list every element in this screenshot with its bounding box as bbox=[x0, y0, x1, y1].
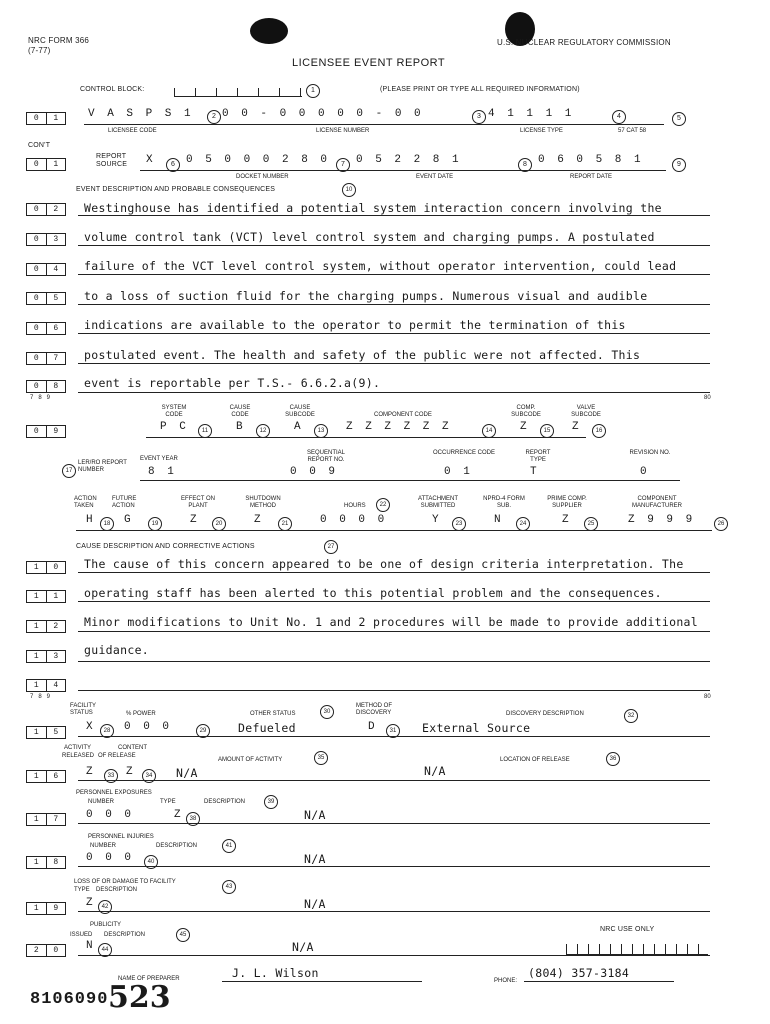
field-marker-icon: 27 bbox=[324, 540, 338, 554]
personnel-exposures-label: PERSONNEL EXPOSURES bbox=[76, 790, 152, 796]
activity-label: ACTIVITY bbox=[64, 745, 92, 751]
handwritten-number: 523 bbox=[108, 980, 171, 1015]
revision-label: REVISION NO. bbox=[629, 450, 671, 456]
action-taken-field[interactable]: H bbox=[86, 514, 96, 526]
field-marker-icon: 8 bbox=[518, 158, 532, 172]
system-code-label: SYSTEM CODE bbox=[161, 405, 187, 418]
cause-code-label: CAUSE CODE bbox=[229, 405, 251, 418]
field-marker-icon: 26 bbox=[714, 517, 728, 531]
line-number: 1 2 bbox=[26, 620, 66, 633]
field-marker-icon: 29 bbox=[196, 724, 210, 738]
line-number: 0 9 bbox=[26, 425, 66, 438]
ink-blot bbox=[250, 18, 288, 44]
line-number: 0 7 bbox=[26, 352, 66, 365]
of-release-label: OF RELEASE bbox=[98, 753, 136, 759]
report-source-label: REPORT SOURCE bbox=[96, 153, 128, 168]
continued-label: CON'T bbox=[28, 142, 51, 149]
method-label: METHOD OF DISCOVERY bbox=[356, 703, 392, 716]
future-action-label: FUTURE ACTION bbox=[112, 496, 137, 509]
line-number: 0 8 bbox=[26, 380, 66, 393]
cause-description-line: The cause of this concern appeared to be one of design criteria interpretation. The bbox=[84, 557, 684, 571]
exposure-description-label: DESCRIPTION bbox=[204, 799, 246, 805]
valve-subcode-label: VALVE SUBCODE bbox=[571, 405, 601, 418]
shutdown-field[interactable]: Z bbox=[254, 514, 264, 526]
line-number: 1 9 bbox=[26, 902, 66, 915]
power-label: % POWER bbox=[126, 711, 156, 717]
field-marker-icon: 3 bbox=[472, 110, 486, 124]
control-block-field[interactable] bbox=[174, 80, 302, 97]
report-type-label: REPORT TYPE bbox=[525, 450, 551, 463]
exposure-number-field[interactable]: 0 0 0 bbox=[86, 809, 135, 821]
shutdown-label: SHUTDOWN METHOD bbox=[245, 496, 281, 509]
field-marker-icon: 12 bbox=[256, 424, 270, 438]
license-type-label: LICENSE TYPE bbox=[520, 128, 563, 134]
released-label: RELEASED bbox=[62, 753, 95, 759]
field-marker-icon: 1 bbox=[306, 84, 320, 98]
licensee-code-field[interactable]: V A S P S 1 bbox=[88, 108, 194, 120]
report-source-field[interactable]: X bbox=[146, 154, 156, 166]
field-marker-icon: 31 bbox=[386, 724, 400, 738]
field-marker-icon: 36 bbox=[606, 752, 620, 766]
preparer-name-label: NAME OF PREPARER bbox=[118, 976, 180, 982]
nprd-label: NPRD-4 FORM SUB. bbox=[483, 496, 525, 509]
effect-field[interactable]: Z bbox=[190, 514, 200, 526]
exposure-number-label: NUMBER bbox=[88, 799, 115, 805]
form-number: NRC FORM 366 bbox=[28, 36, 90, 45]
field-marker-icon: 16 bbox=[592, 424, 606, 438]
cause-description-line: operating staff has been alerted to this potential problem and the consequences. bbox=[84, 586, 662, 600]
event-description-line: indications are available to the operator to permit the termination of this bbox=[84, 318, 626, 332]
injury-description-field[interactable]: N/A bbox=[304, 852, 326, 866]
field-marker-icon: 24 bbox=[516, 517, 530, 531]
line-number: 1 6 bbox=[26, 770, 66, 783]
revision-field[interactable]: 0 bbox=[640, 466, 650, 478]
field-marker-icon: 43 bbox=[222, 880, 236, 894]
license-type-field[interactable]: 4 1 1 1 1 bbox=[488, 108, 575, 120]
line-number: 1 5 bbox=[26, 726, 66, 739]
sequential-label: SEQUENTIAL REPORT NO. bbox=[306, 450, 345, 463]
instructions-text: (PLEASE PRINT OR TYPE ALL REQUIRED INFORMATION) bbox=[380, 86, 580, 93]
field-marker-icon: 2 bbox=[207, 110, 221, 124]
field-marker-icon: 23 bbox=[452, 517, 466, 531]
event-description-line: postulated event. The health and safety of the public were not affected. This bbox=[84, 348, 641, 362]
field-marker-icon: 45 bbox=[176, 928, 190, 942]
phone-field[interactable]: (804) 357-3184 bbox=[528, 966, 630, 980]
exposure-description-field[interactable]: N/A bbox=[304, 808, 326, 822]
content-field[interactable]: Z bbox=[126, 766, 136, 778]
field-marker-icon: 6 bbox=[166, 158, 180, 172]
facility-status-field[interactable]: X bbox=[86, 721, 96, 733]
docket-number-field[interactable]: 0 5 0 0 0 2 8 0 bbox=[186, 154, 331, 166]
line-number: 0 4 bbox=[26, 263, 66, 276]
future-action-field[interactable]: G bbox=[124, 514, 134, 526]
preparer-name-field[interactable]: J. L. Wilson bbox=[232, 966, 319, 980]
nprd-field[interactable]: N bbox=[494, 514, 504, 526]
form-revision: (7-77) bbox=[28, 46, 51, 55]
line-number: 0 1 bbox=[26, 112, 66, 125]
field-marker-icon: 19 bbox=[148, 517, 162, 531]
cause-description-line: Minor modifications to Unit No. 1 and 2 procedures will be made to provide additional bbox=[84, 615, 699, 629]
comp-subcode-label: COMP. SUBCODE bbox=[511, 405, 541, 418]
line-number: 0 6 bbox=[26, 322, 66, 335]
field-marker-icon: 28 bbox=[100, 724, 114, 738]
loss-label: LOSS OF OR DAMAGE TO FACILITY bbox=[74, 879, 176, 885]
other-status-label: OTHER STATUS bbox=[250, 711, 296, 717]
document-stamp: 8106090 bbox=[30, 990, 109, 1009]
event-year-field[interactable]: 8 1 bbox=[148, 466, 177, 478]
cause-code-field[interactable]: B bbox=[236, 421, 246, 433]
location-field[interactable]: N/A bbox=[424, 764, 446, 778]
amount-field[interactable]: N/A bbox=[176, 766, 198, 780]
injury-number-field[interactable]: 0 0 0 bbox=[86, 852, 135, 864]
loss-type-label: TYPE bbox=[74, 887, 90, 893]
agency-name: U.S. NUCLEAR REGULATORY COMMISSION bbox=[497, 38, 671, 47]
power-field[interactable]: 0 0 0 bbox=[124, 721, 173, 733]
publicity-description-field[interactable]: N/A bbox=[292, 940, 314, 954]
valve-subcode-field[interactable]: Z bbox=[572, 421, 582, 433]
comp-subcode-field[interactable]: Z bbox=[520, 421, 530, 433]
hours-field[interactable]: 0 0 0 0 bbox=[320, 514, 388, 526]
injury-description-label: DESCRIPTION bbox=[156, 843, 198, 849]
hours-label: HOURS bbox=[344, 503, 366, 509]
field-marker-icon: 14 bbox=[482, 424, 496, 438]
field-marker-icon: 40 bbox=[144, 855, 158, 869]
license-number-field[interactable]: 0 0 - 0 0 0 0 0 - 0 0 bbox=[222, 108, 424, 120]
field-marker-icon: 33 bbox=[104, 769, 118, 783]
issued-field[interactable]: N bbox=[86, 940, 96, 952]
publicity-description-label: DESCRIPTION bbox=[104, 932, 146, 938]
line-number: 2 0 bbox=[26, 944, 66, 957]
event-description-line: event is reportable per T.S.- 6.6.2.a(9). bbox=[84, 376, 381, 390]
sequential-field[interactable]: 0 0 9 bbox=[290, 466, 339, 478]
prime-label: PRIME COMP. SUPPLIER bbox=[547, 496, 587, 509]
line-number: 0 2 bbox=[26, 203, 66, 216]
event-description-line: volume control tank (VCT) level control system and charging pumps. A postulated bbox=[84, 230, 655, 244]
report-date-label: REPORT DATE bbox=[570, 174, 613, 180]
licensee-code-label: LICENSEE CODE bbox=[108, 128, 157, 134]
field-marker-icon: 20 bbox=[212, 517, 226, 531]
attachment-field[interactable]: Y bbox=[432, 514, 442, 526]
other-status-field[interactable]: Defueled bbox=[238, 721, 296, 735]
event-description-line: failure of the VCT level control system, without operator intervention, could lead bbox=[84, 259, 677, 273]
component-code-field[interactable]: Z Z Z Z Z Z bbox=[346, 421, 452, 433]
method-field[interactable]: D bbox=[368, 721, 378, 733]
report-date-field[interactable]: 0 6 0 5 8 1 bbox=[538, 154, 644, 166]
cause-subcode-label: CAUSE SUBCODE bbox=[285, 405, 315, 418]
action-taken-label: ACTION TAKEN bbox=[74, 496, 97, 509]
nrc-use-field[interactable] bbox=[566, 944, 708, 955]
field-marker-icon: 41 bbox=[222, 839, 236, 853]
event-date-label: EVENT DATE bbox=[416, 174, 454, 180]
field-marker-icon: 38 bbox=[186, 812, 200, 826]
prime-field[interactable]: Z bbox=[562, 514, 572, 526]
field-marker-icon: 42 bbox=[98, 900, 112, 914]
cat-label: 57 CAT 58 bbox=[618, 128, 647, 134]
publicity-label: PUBLICITY bbox=[90, 922, 122, 928]
manufacturer-field[interactable]: Z 9 9 9 bbox=[628, 514, 696, 526]
phone-label: PHONE: bbox=[494, 978, 518, 984]
line-number: 1 0 bbox=[26, 561, 66, 574]
injury-number-label: NUMBER bbox=[90, 843, 117, 849]
occurrence-field[interactable]: 0 1 bbox=[444, 466, 473, 478]
nrc-use-label: NRC USE ONLY bbox=[600, 926, 655, 933]
field-marker-icon: 5 bbox=[672, 112, 686, 126]
field-marker-icon: 17 bbox=[62, 464, 76, 478]
report-type-field[interactable]: T bbox=[530, 466, 540, 478]
occurrence-label: OCCURRENCE CODE bbox=[432, 450, 495, 456]
field-marker-icon: 22 bbox=[376, 498, 390, 512]
released-field[interactable]: Z bbox=[86, 766, 96, 778]
event-description-label: EVENT DESCRIPTION AND PROBABLE CONSEQUENCES bbox=[76, 186, 276, 193]
line-number: 1 7 bbox=[26, 813, 66, 826]
field-marker-icon: 9 bbox=[672, 158, 686, 172]
amount-label: AMOUNT OF ACTIVITY bbox=[218, 757, 283, 763]
manufacturer-label: COMPONENT MANUFACTURER bbox=[631, 496, 682, 509]
line-number: 1 3 bbox=[26, 650, 66, 663]
field-marker-icon: 21 bbox=[278, 517, 292, 531]
field-marker-icon: 4 bbox=[612, 110, 626, 124]
event-date-field[interactable]: 0 5 2 2 8 1 bbox=[356, 154, 462, 166]
field-marker-icon: 13 bbox=[314, 424, 328, 438]
ler-label: LER/RO REPORT NUMBER bbox=[78, 460, 127, 473]
field-marker-icon: 34 bbox=[142, 769, 156, 783]
component-code-label: COMPONENT CODE bbox=[374, 412, 432, 418]
line-number: 1 8 bbox=[26, 856, 66, 869]
event-year-label: EVENT YEAR bbox=[140, 456, 178, 462]
discovery-label: DISCOVERY DESCRIPTION bbox=[506, 711, 584, 717]
field-marker-icon: 18 bbox=[100, 517, 114, 531]
docket-number-label: DOCKET NUMBER bbox=[236, 174, 289, 180]
loss-description-field[interactable]: N/A bbox=[304, 897, 326, 911]
field-marker-icon: 7 bbox=[336, 158, 350, 172]
line-number: 1 1 bbox=[26, 590, 66, 603]
line-number: 0 5 bbox=[26, 292, 66, 305]
field-marker-icon: 25 bbox=[584, 517, 598, 531]
cause-subcode-field[interactable]: A bbox=[294, 421, 304, 433]
field-marker-icon: 11 bbox=[198, 424, 212, 438]
cause-description-line: guidance. bbox=[84, 643, 150, 657]
field-marker-icon: 30 bbox=[320, 705, 334, 719]
exposure-type-label: TYPE bbox=[160, 799, 176, 805]
discovery-field[interactable]: External Source bbox=[422, 721, 531, 735]
field-marker-icon: 15 bbox=[540, 424, 554, 438]
cause-description-label: CAUSE DESCRIPTION AND CORRECTIVE ACTIONS bbox=[76, 543, 255, 550]
field-marker-icon: 39 bbox=[264, 795, 278, 809]
personnel-injuries-label: PERSONNEL INJURIES bbox=[88, 834, 154, 840]
facility-status-label: FACILITY STATUS bbox=[70, 703, 96, 716]
attachment-label: ATTACHMENT SUBMITTED bbox=[417, 496, 459, 509]
line-number: 1 4 bbox=[26, 679, 66, 692]
location-label: LOCATION OF RELEASE bbox=[500, 757, 570, 763]
issued-label: ISSUED bbox=[70, 932, 93, 938]
line-number: 0 3 bbox=[26, 233, 66, 246]
content-label: CONTENT bbox=[118, 745, 147, 751]
field-marker-icon: 44 bbox=[98, 943, 112, 957]
license-number-label: LICENSE NUMBER bbox=[316, 128, 370, 134]
event-description-line: Westinghouse has identified a potential system interaction concern involving the bbox=[84, 201, 662, 215]
line-number: 0 1 bbox=[26, 158, 66, 171]
loss-type-field[interactable]: Z bbox=[86, 897, 96, 909]
loss-description-label: DESCRIPTION bbox=[96, 887, 138, 893]
field-marker-icon: 35 bbox=[314, 751, 328, 765]
system-code-field[interactable]: P C bbox=[160, 421, 189, 433]
event-description-line: to a loss of suction fluid for the charging pumps. Numerous visual and audible bbox=[84, 289, 648, 303]
field-marker-icon: 32 bbox=[624, 709, 638, 723]
exposure-type-field[interactable]: Z bbox=[174, 809, 184, 821]
control-block-label: CONTROL BLOCK: bbox=[80, 86, 145, 93]
page-title: LICENSEE EVENT REPORT bbox=[292, 57, 446, 69]
field-marker-icon: 10 bbox=[342, 183, 356, 197]
effect-label: EFFECT ON PLANT bbox=[181, 496, 215, 509]
